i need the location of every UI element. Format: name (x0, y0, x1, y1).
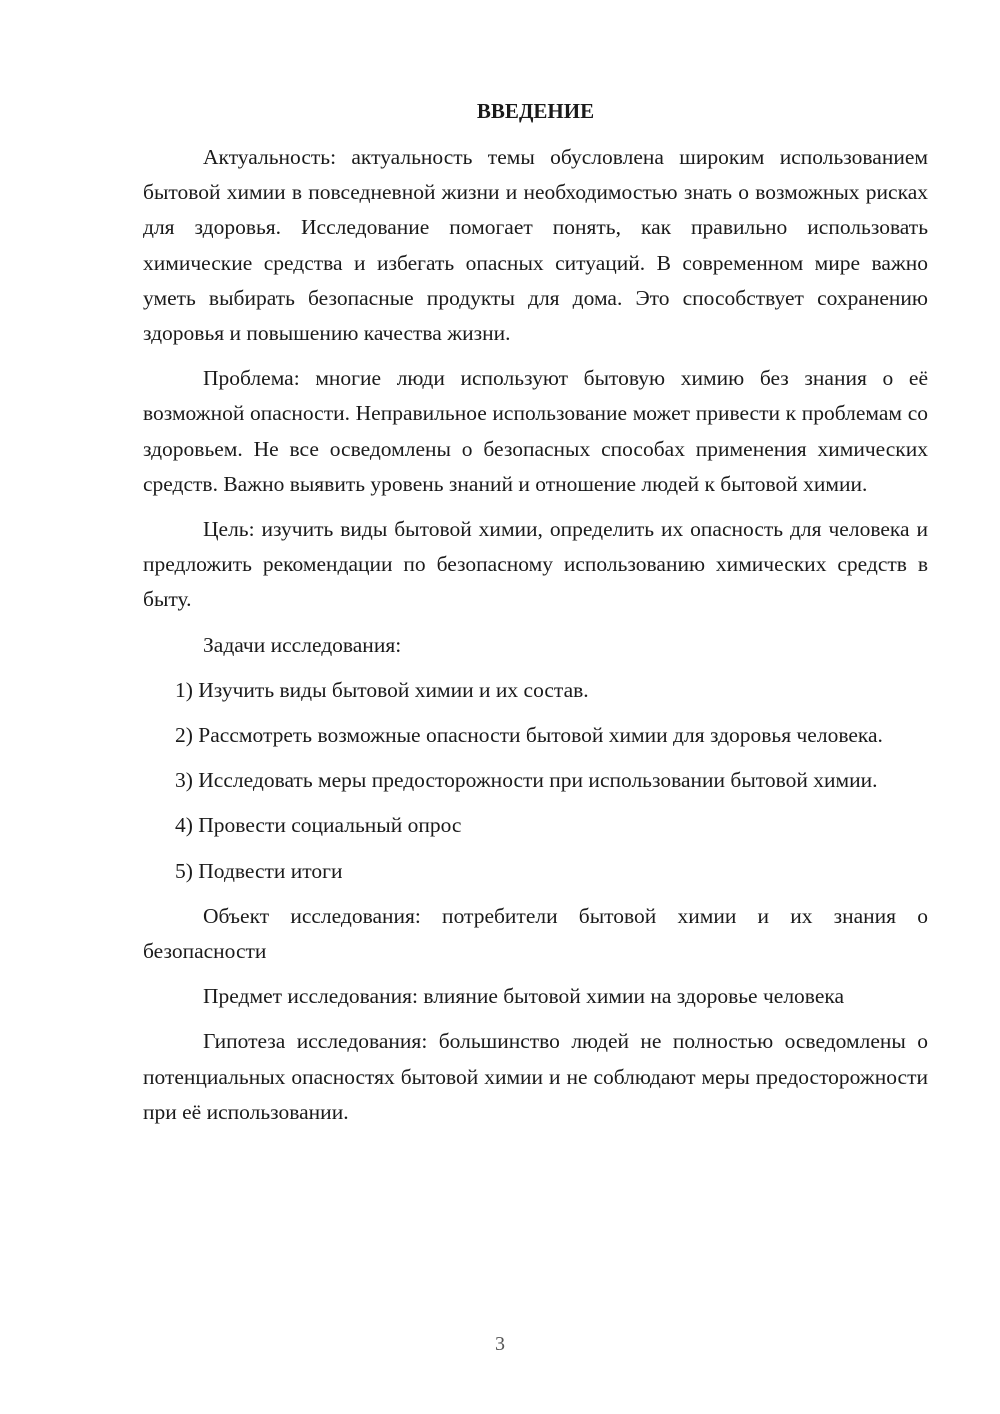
subject-paragraph: Предмет исследования: влияние бытовой химии на здоровье человека (203, 984, 845, 1009)
task-item-5: 5) Подвести итоги (175, 858, 343, 883)
task-item-3: 3) Исследовать меры предосторожности при использовании бытовой химии. (175, 768, 878, 793)
goal-paragraph: Цель: изучить виды бытовой химии, определить их опасность для человека и предложить рекомендации по безопасному использованию химических средств в быту. (143, 517, 928, 612)
task-item-2: 2) Рассмотреть возможные опасности бытовой химии для здоровья человека. (175, 723, 883, 748)
tasks-heading: Задачи исследования: (203, 632, 402, 657)
task-item-1: 1) Изучить виды бытовой химии и их состав. (175, 677, 589, 702)
hypothesis-paragraph: Гипотеза исследования: большинство людей не полностью осведомлены о потенциальных опасностях бытовой химии и не соблюдают меры предосторожности при её использовании. (143, 1029, 928, 1124)
document-page (143, 96, 928, 1130)
relevance-paragraph: Актуальность: актуальность темы обусловлена широким использованием бытовой химии в повседневной жизни и необходимостью знать о возможных рисках для здоровья. Исследование помогает понять, как правильно использовать химические средства и избегать опасных ситуаций. В современном мире важно уметь выбирать безопасные продукты для дома. Это способствует сохранению здоровья и повышению качества жизни. (143, 145, 928, 346)
section-title: ВВЕДЕНИЕ (476, 99, 595, 123)
object-paragraph: Объект исследования: потребители бытовой химии и их знания о безопасности (143, 903, 928, 964)
page-number: 3 (495, 1333, 505, 1355)
problem-paragraph: Проблема: многие люди используют бытовую химию без знания о её возможной опасности. Неправильное использование может привести к проблемам со здоровьем. Не все осведомлены о безопасных способах применения химических средств. Важно выявить уровень знаний и отношение людей к бытовой химии. (143, 366, 928, 496)
task-item-4: 4) Провести социальный опрос (175, 813, 462, 838)
